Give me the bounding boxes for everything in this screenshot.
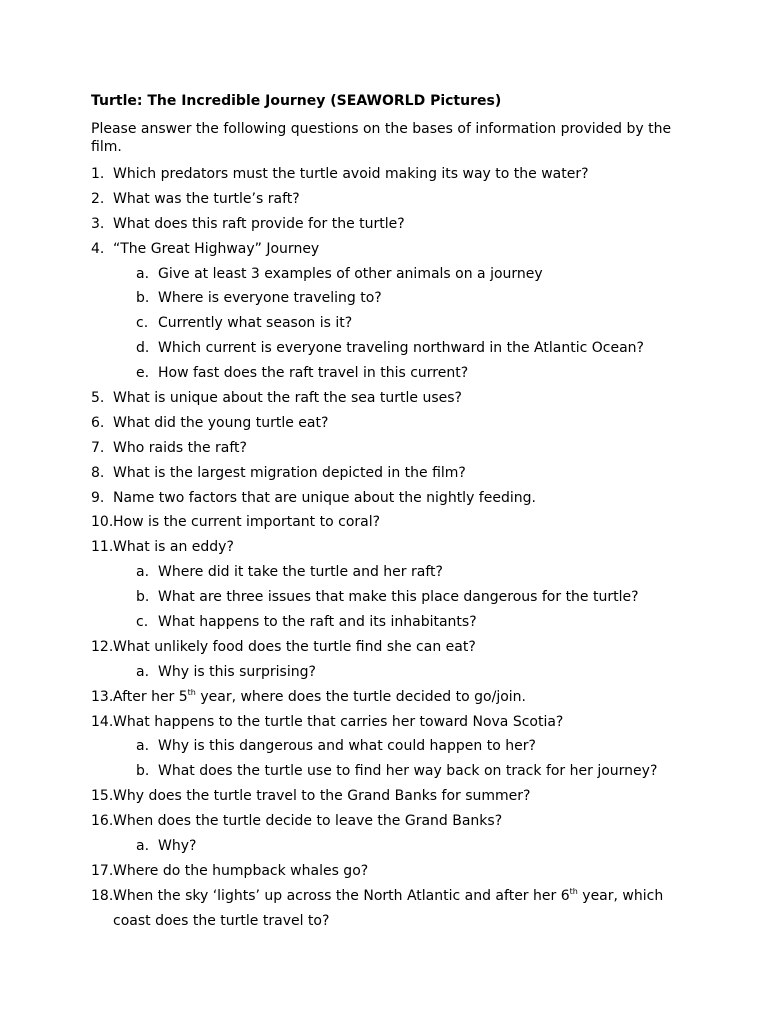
question-text-part: year, where does the turtle decided to go/join. — [195, 688, 526, 705]
question-text: Currently what season is it? — [158, 315, 353, 332]
question-number: a. — [136, 265, 150, 282]
question-text: What are three issues that make this place dangerous for the turtle? — [158, 589, 639, 606]
question-number: 5. — [91, 390, 105, 407]
question-text: Why is this surprising? — [158, 663, 316, 680]
sub-question — [0, 313, 768, 338]
question-number: c. — [136, 614, 149, 631]
question-number: c. — [136, 315, 149, 332]
question — [0, 786, 768, 811]
question-number: 9. — [91, 489, 105, 506]
sub-question — [0, 338, 768, 363]
question-text: What does this raft provide for the turtle? — [113, 215, 405, 232]
sub-question — [0, 761, 768, 786]
question-number: 6. — [91, 414, 105, 431]
question-text-part: year, which coast does the turtle travel to? — [113, 887, 664, 929]
question-number: 7. — [91, 439, 105, 456]
question-number: 3. — [91, 215, 105, 232]
ordinal-suffix: th — [187, 687, 196, 697]
question-text — [113, 884, 673, 934]
question-number: 13. — [91, 688, 114, 705]
question-text: Where did it take the turtle and her raft? — [158, 564, 443, 581]
question-text: Where is everyone traveling to? — [158, 290, 382, 307]
question-text: How fast does the raft travel in this current? — [158, 365, 469, 382]
question — [0, 438, 768, 463]
question — [0, 214, 768, 239]
question-text: What was the turtle’s raft? — [113, 190, 300, 207]
question-number: 8. — [91, 464, 105, 481]
question-text: Which current is everyone traveling northward in the Atlantic Ocean? — [158, 340, 644, 357]
question-number: d. — [136, 340, 150, 357]
question-text: Which predators must the turtle avoid making its way to the water? — [113, 166, 589, 182]
question-number: 4. — [91, 240, 105, 257]
document-intro: Please answer the following questions on the bases of information provided by the film. — [91, 121, 672, 155]
question-text-part: When the sky ‘lights’ up across the North Atlantic and after her 6 — [113, 887, 570, 904]
question — [0, 463, 768, 488]
question-number: b. — [136, 763, 150, 780]
question — [0, 512, 768, 537]
question — [0, 637, 768, 662]
question-text: Why? — [158, 838, 197, 855]
question-text: Why is this dangerous and what could happen to her? — [158, 738, 536, 755]
sub-question — [0, 562, 768, 587]
question — [0, 413, 768, 438]
question-number: a. — [136, 738, 150, 755]
question-text: Where do the humpback whales go? — [113, 862, 369, 879]
document-title: Turtle: The Incredible Journey (SEAWORLD Pictures) — [91, 93, 502, 109]
question — [0, 239, 768, 264]
question-text: What happens to the raft and its inhabitants? — [158, 614, 477, 631]
question — [0, 712, 768, 737]
question-text: What is unique about the raft the sea turtle uses? — [113, 390, 462, 407]
question-text: What unlikely food does the turtle find she can eat? — [113, 638, 476, 655]
question-text: What is an eddy? — [113, 539, 234, 556]
question-text: Give at least 3 examples of other animals on a journey — [158, 265, 543, 282]
question-text: Name two factors that are unique about the nightly feeding. — [113, 489, 536, 506]
question-text: “The Great Highway” Journey — [113, 240, 320, 257]
question-text: When does the turtle decide to leave the Grand Banks? — [113, 813, 503, 830]
question-text — [113, 685, 673, 710]
question-text: Why does the turtle travel to the Grand Banks for summer? — [113, 788, 531, 805]
question-number: 10. — [91, 514, 114, 531]
question-list — [0, 164, 768, 936]
question-number: 12. — [91, 638, 114, 655]
sub-question — [0, 587, 768, 612]
question-number: 2. — [91, 190, 105, 207]
question-text: Who raids the raft? — [113, 439, 247, 456]
question-text: What happens to the turtle that carries her toward Nova Scotia? — [113, 713, 564, 730]
sub-question — [0, 288, 768, 313]
sub-question — [0, 264, 768, 289]
question-number: 18. — [91, 887, 114, 904]
question-number: 17. — [91, 862, 114, 879]
question — [0, 537, 768, 562]
question-number: a. — [136, 663, 150, 680]
ordinal-suffix: th — [569, 886, 578, 896]
question-text: What is the largest migration depicted in the film? — [113, 464, 466, 481]
question-number: a. — [136, 838, 150, 855]
question — [0, 189, 768, 214]
sub-question — [0, 363, 768, 388]
question-number: e. — [136, 365, 150, 382]
sub-question — [0, 612, 768, 637]
question-number: 15. — [91, 788, 114, 805]
question-number: b. — [136, 589, 150, 606]
question-text: What does the turtle use to find her way back on track for her journey? — [158, 763, 658, 780]
question — [0, 811, 768, 836]
question — [0, 388, 768, 413]
question-number: 14. — [91, 713, 114, 730]
question-text-part: After her 5 — [113, 688, 188, 705]
question — [0, 164, 768, 189]
question-number: 1. — [91, 166, 105, 182]
question — [0, 886, 768, 936]
sub-question — [0, 736, 768, 761]
question-text: What did the young turtle eat? — [113, 414, 329, 431]
question-number: a. — [136, 564, 150, 581]
question-number: 16. — [91, 813, 114, 830]
question — [0, 687, 768, 712]
question-number: 11. — [91, 539, 114, 556]
sub-question — [0, 836, 768, 861]
sub-question — [0, 662, 768, 687]
question-text: How is the current important to coral? — [113, 514, 381, 531]
question — [0, 488, 768, 513]
question — [0, 861, 768, 886]
question-number: b. — [136, 290, 150, 307]
